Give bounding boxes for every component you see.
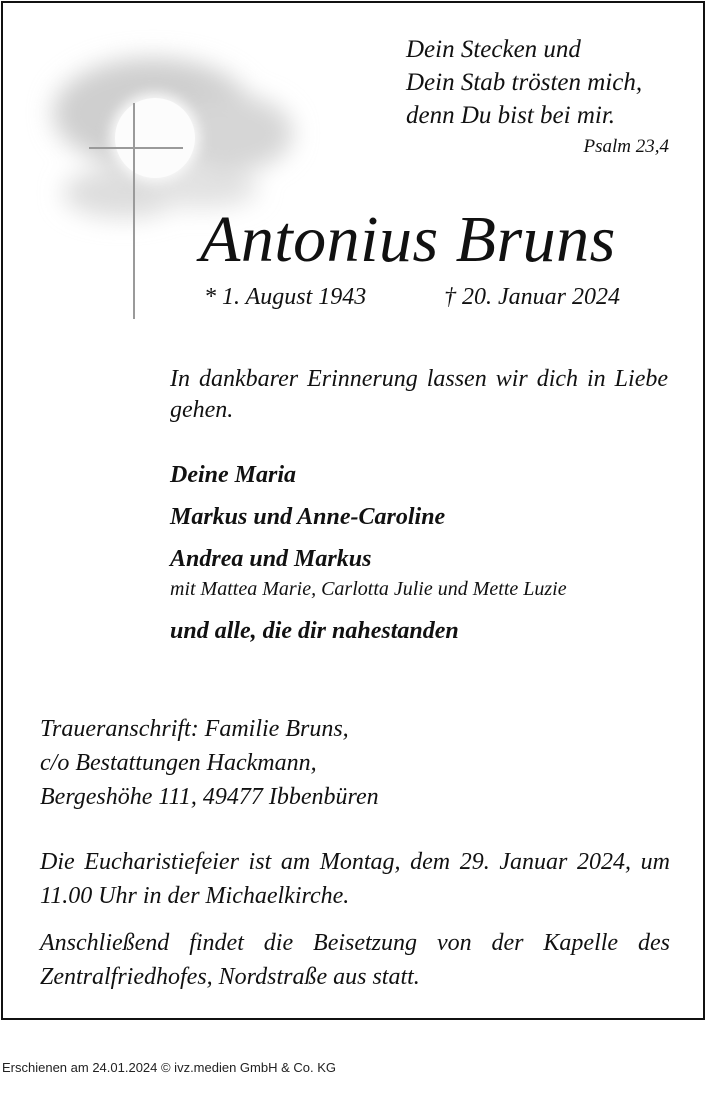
- death-date: † 20. Januar 2024: [444, 284, 620, 310]
- birth-date: * 1. August 1943: [204, 284, 367, 310]
- burial-text: Anschließend findet die Beisetzung von der Kapelle des Zentralfriedhofes, Nordstraße aus statt.: [40, 930, 670, 990]
- family-line-daughter: Andrea und Markus: [170, 546, 372, 572]
- family-line-others: und alle, die dir nahestanden: [170, 618, 459, 644]
- family-grandchildren: mit Mattea Marie, Carlotta Julie und Mette Luzie: [170, 578, 567, 600]
- family-line-wife: Deine Maria: [170, 462, 296, 488]
- service-text: Die Eucharistiefeier ist am Montag, dem 29. Januar 2024, um 11.00 Uhr in der Michaelkirche.: [40, 849, 670, 909]
- psalm-line-1: Dein Stecken und: [406, 36, 581, 63]
- deceased-name: Antonius Bruns: [200, 203, 616, 276]
- address-line-2: c/o Bestattungen Hackmann,: [40, 750, 317, 776]
- intro-text: In dankbarer Erinnerung lassen wir dich in Liebe gehen.: [170, 366, 668, 423]
- family-line-son: Markus und Anne-Caroline: [170, 504, 446, 530]
- psalm-line-2: Dein Stab trösten mich,: [406, 69, 643, 96]
- address-line-3: Bergeshöhe 111, 49477 Ibbenbüren: [40, 784, 379, 810]
- address-line-1: Traueranschrift: Familie Bruns,: [40, 716, 349, 742]
- psalm-reference: Psalm 23,4: [583, 136, 669, 157]
- psalm-line-3: denn Du bist bei mir.: [406, 102, 616, 129]
- publication-footer: Erschienen am 24.01.2024 © ivz.medien GmbH & Co. KG: [2, 1060, 337, 1075]
